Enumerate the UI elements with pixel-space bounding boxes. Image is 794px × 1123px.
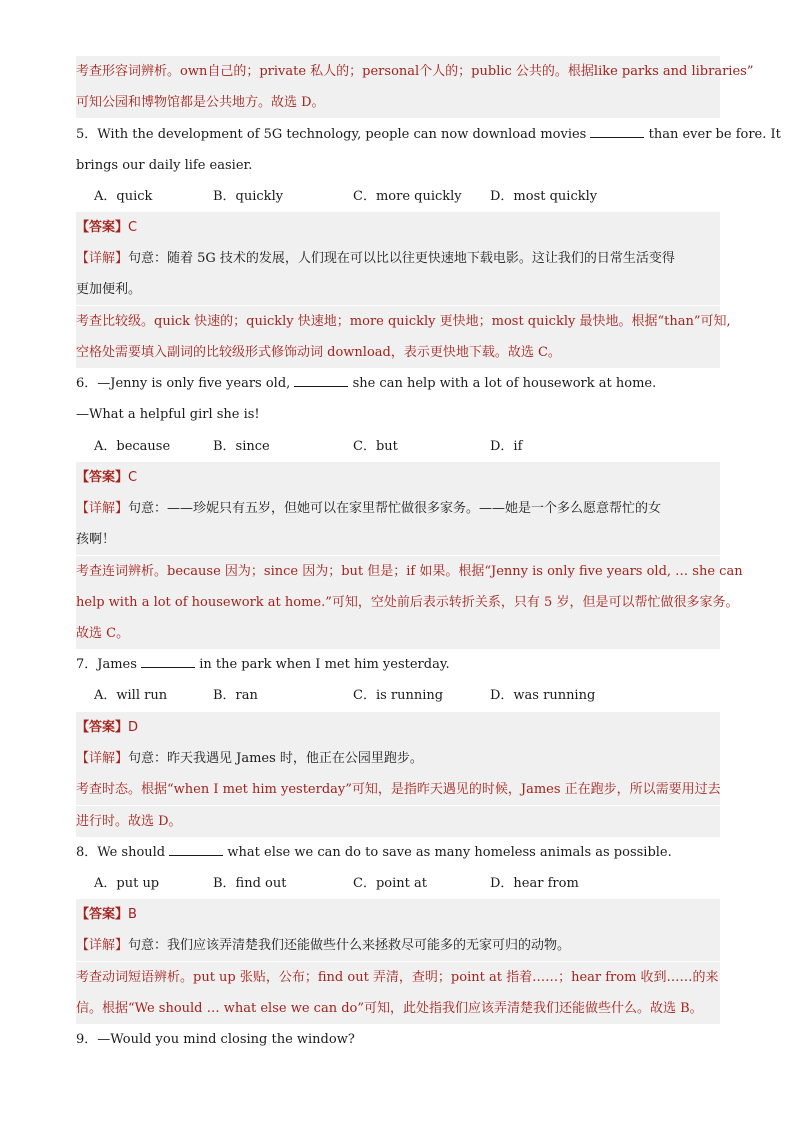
q6-option-d: D．if (490, 439, 523, 454)
q6-analysis-line-2: help with a lot of housework at home.”可知，空处前后表示转折关系，只有 5 岁，但是可以帮忙做很多家务。 (76, 587, 720, 618)
q6-answer-value: C (128, 470, 138, 485)
q7-option-a: A．will run (94, 688, 168, 703)
q7-option-c: C．is running (353, 688, 444, 703)
q7-analysis-line-1: 考查时态。根据“when I met him yesterday”可知，是指昨天遇见的时候，James 正在跑步，所以需要用过去 (76, 774, 720, 805)
q7-stem-part-1: 7．James (76, 657, 137, 672)
q8-analysis-line-2: 信。根据“We should … what else we can do”可知，此处指我们应该弄清楚我们还能做些什么。故选 B。 (76, 993, 720, 1024)
q8-detail-line-1 (76, 930, 720, 961)
q6-detail-line-2: 孩啊！ (76, 524, 720, 555)
q5-stem-line-1 (76, 119, 781, 150)
q8-blank (169, 841, 223, 856)
q8-answer-value: B (128, 907, 137, 922)
q8-option-c: C．point at (353, 876, 427, 891)
q7-analysis-line-2: 进行时。故选 D。 (76, 806, 720, 837)
q5-option-c: C．more quickly (353, 189, 462, 204)
q5-detail-text-1: 句意：随着 5G 技术的发展，人们现在可以比以往更快速地下载电影。这让我们的日常生活变得 (128, 251, 675, 266)
q8-analysis-line-1: 考查动词短语辨析。put up 张贴，公布；find out 弄清，查明；point at 指着……；hear from 收到……的来 (76, 962, 720, 993)
q5-stem-line-2: brings our daily life easier. (76, 158, 253, 173)
q7-stem-part-2: in the park when I met him yesterday. (199, 657, 450, 672)
q6-stem-part-1: 6．—Jenny is only five years old, (76, 376, 291, 391)
q5-detail-label: 【详解】 (76, 251, 129, 266)
q5-detail-line-2: 更加便利。 (76, 274, 720, 305)
q5-blank (590, 123, 644, 138)
q6-analysis-line-1: 考查连词辨析。because 因为；since 因为；but 但是；if 如果。根据“Jenny is only five years old, … she can (76, 556, 720, 587)
q8-answer-label: 【答案】 (76, 907, 129, 922)
q6-stem-line-1 (76, 368, 720, 399)
q5-analysis-line-1: 考查比较级。quick 快速的；quickly 快速地；more quickly 更快地；most quickly 最快地。根据“than”可知, (76, 306, 720, 337)
q7-detail-line-1 (76, 743, 720, 774)
q6-options (76, 431, 720, 462)
q8-detail-label: 【详解】 (76, 938, 129, 953)
q5-option-a: A．quick (94, 189, 153, 204)
q6-option-c: C．but (353, 439, 398, 454)
q6-detail-text-1: 句意：——珍妮只有五岁，但她可以在家里帮忙做很多家务。——她是一个多么愿意帮忙的女 (128, 501, 662, 516)
q7-options (76, 680, 720, 711)
q4-analysis-line-2: 可知公园和博物馆都是公共地方。故选 D。 (76, 87, 720, 118)
q6-answer (76, 462, 720, 493)
q8-stem-part-2: what else we can do to save as many homeless animals as possible. (227, 845, 672, 860)
q7-detail-text-1: 句意：昨天我遇见 James 时，他正在公园里跑步。 (128, 751, 423, 766)
q5-answer-value: C (128, 220, 138, 235)
q5-analysis-line-2: 空格处需要填入副词的比较级形式修饰动词 download，表示更快地下载。故选 C。 (76, 337, 720, 368)
q5-stem-part-2: than ever be fore. It (648, 127, 781, 142)
q7-option-d: D．was running (490, 688, 596, 703)
q7-answer (76, 712, 720, 743)
q8-option-d: D．hear from (490, 876, 579, 891)
q7-stem (76, 649, 720, 680)
q7-blank (141, 653, 195, 668)
q5-option-b: B．quickly (213, 189, 284, 204)
q6-option-a: A．because (94, 439, 171, 454)
q6-stem-part-2: she can help with a lot of housework at home. (352, 376, 657, 391)
q7-answer-value: D (128, 720, 139, 735)
q5-answer (76, 212, 720, 243)
q7-answer-label: 【答案】 (76, 720, 129, 735)
q6-analysis-line-3: 故选 C。 (76, 618, 720, 649)
q8-detail-text-1: 句意：我们应该弄清楚我们还能做些什么来拯救尽可能多的无家可归的动物。 (128, 938, 571, 953)
q5-answer-label: 【答案】 (76, 220, 129, 235)
q7-detail-label: 【详解】 (76, 751, 129, 766)
q5-options (76, 181, 720, 212)
q6-detail-label: 【详解】 (76, 501, 129, 516)
q6-reply: —What a helpful girl she is! (76, 407, 260, 422)
q8-option-b: B．find out (213, 876, 287, 891)
q5-option-d: D．most quickly (490, 189, 598, 204)
q5-stem-part-1: 5．With the development of 5G technology, people can now download movies (76, 127, 587, 142)
q8-options (76, 868, 720, 899)
q6-detail-line-1 (76, 493, 720, 524)
q6-blank (294, 372, 348, 387)
q7-option-b: B．ran (213, 688, 258, 703)
q8-answer (76, 899, 720, 930)
q8-stem-part-1: 8．We should (76, 845, 166, 860)
q5-detail-line-1 (76, 243, 720, 274)
q6-answer-label: 【答案】 (76, 470, 129, 485)
q6-option-b: B．since (213, 439, 270, 454)
q4-analysis-line-1: 考查形容词辨析。own自己的；private 私人的；personal个人的；public 公共的。根据like parks and libraries” (76, 56, 720, 87)
q8-option-a: A．put up (94, 876, 160, 891)
q9-stem: 9．—Would you mind closing the window? (76, 1032, 355, 1047)
q8-stem (76, 837, 720, 868)
